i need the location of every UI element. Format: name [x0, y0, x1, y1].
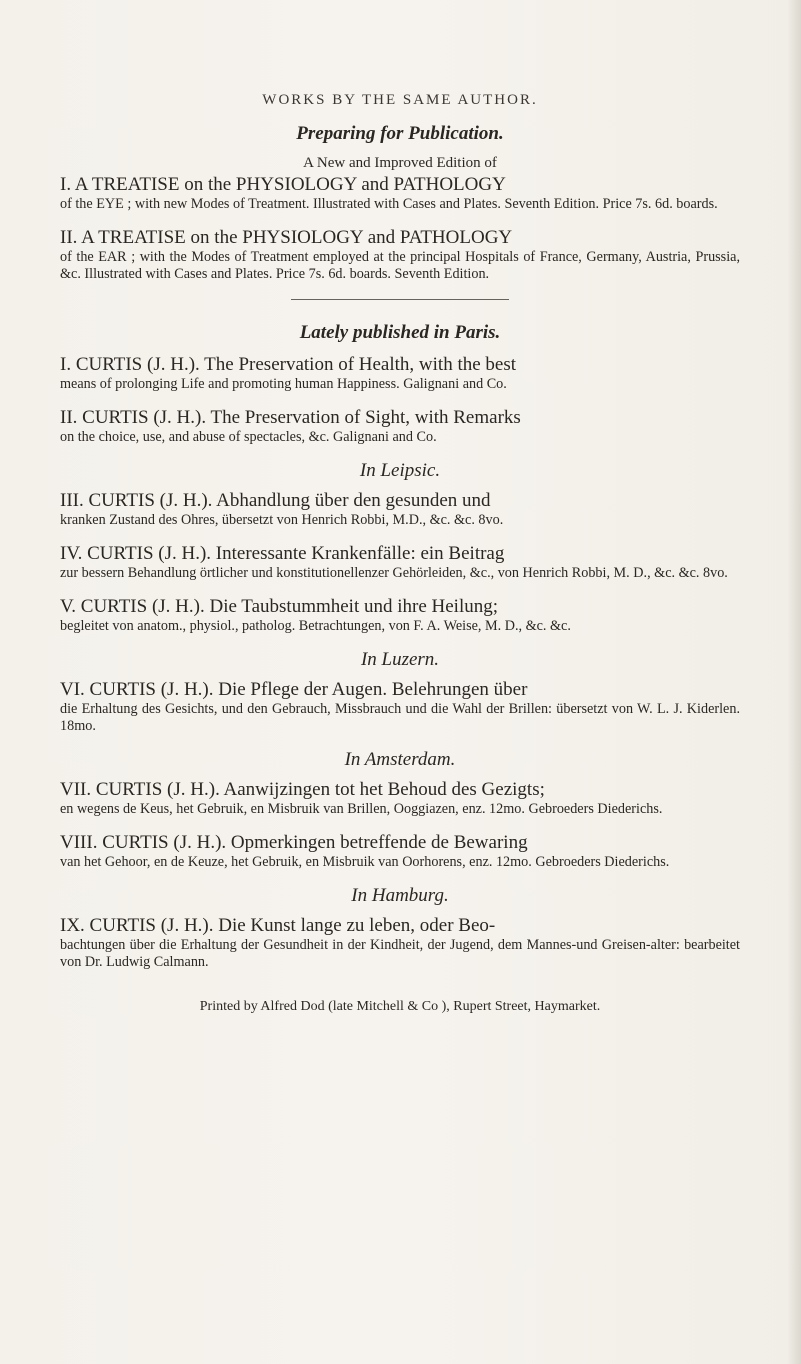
entry-i-eye: [60, 174, 740, 213]
entry-leipsic-iii: [60, 490, 740, 529]
entry-paris-i: [60, 354, 740, 393]
entry-lead: IV. CURTIS (J. H.). Interessante Krankenfälle: ein Beitrag: [60, 543, 505, 564]
page-edge-shadow: [787, 0, 801, 1364]
entry-paris-ii: [60, 407, 740, 446]
city-heading-leipsic: In Leipsic.: [359, 460, 441, 481]
intro-line: A New and Improved Edition of: [303, 155, 497, 171]
entry-lead: II. CURTIS (J. H.). The Preservation of Sight, with Remarks: [60, 407, 521, 428]
entry-text: of the EYE ; with new Modes of Treatment. Illustrated with Cases and Plates. Seventh Edition. Price 7s. 6d. boards.: [60, 196, 718, 212]
entry-text: die Erhaltung des Gesichts, und den Gebrauch, Missbrauch und die Wahl der Brillen: übersetzt von W. L. J. Kiderlen. 18mo.: [60, 701, 740, 734]
entry-leipsic-iv: [60, 543, 740, 582]
city-heading-hamburg: In Hamburg.: [351, 885, 449, 906]
running-head: WORKS BY THE SAME AUTHOR.: [262, 92, 538, 108]
entry-lead: I. A TREATISE on the PHYSIOLOGY and PATHOLOGY: [60, 174, 506, 195]
entry-amsterdam-vii: [60, 779, 740, 818]
entry-luzern-vi: [60, 679, 740, 735]
entry-lead: VI. CURTIS (J. H.). Die Pflege der Augen. Belehrungen über: [60, 679, 528, 700]
entry-lead: VIII. CURTIS (J. H.). Opmerkingen betreffende de Bewaring: [60, 832, 528, 853]
entry-text: en wegens de Keus, het Gebruik, en Misbruik van Brillen, Ooggiazen, enz. 12mo. Gebroeders Diederichs.: [60, 801, 663, 817]
entry-text: means of prolonging Life and promoting human Happiness. Galignani and Co.: [60, 376, 507, 392]
entry-lead: I. CURTIS (J. H.). The Preservation of Health, with the best: [60, 354, 517, 375]
entry-amsterdam-viii: [60, 832, 740, 871]
entry-lead: III. CURTIS (J. H.). Abhandlung über den gesunden und: [60, 490, 491, 511]
city-heading-amsterdam: In Amsterdam.: [344, 749, 456, 770]
entry-text: begleitet von anatom., physiol., patholog. Betrachtungen, von F. A. Weise, M. D., &c. &c.: [60, 618, 571, 634]
city-heading-luzern: In Luzern.: [360, 649, 440, 670]
content: [60, 92, 740, 1015]
entry-leipsic-v: [60, 596, 740, 635]
divider-rule: [291, 299, 509, 300]
section-heading-lately: Lately published in Paris.: [299, 322, 501, 343]
entry-ii-ear: [60, 227, 740, 283]
section-heading-preparing: Preparing for Publication.: [296, 123, 504, 144]
entry-text: on the choice, use, and abuse of spectacles, &c. Galignani and Co.: [60, 429, 437, 445]
entry-text: bachtungen über die Erhaltung der Gesundheit in der Kindheit, der Jugend, dem Mannes-und Greisen-alter: bearbeitet von Dr. Ludwig Calmann.: [60, 937, 740, 970]
entry-text: kranken Zustand des Ohres, übersetzt von Henrich Robbi, M.D., &c. &c. 8vo.: [60, 512, 504, 528]
entry-lead: IX. CURTIS (J. H.). Die Kunst lange zu leben, oder Beo-: [60, 915, 496, 936]
entry-lead: V. CURTIS (J. H.). Die Taubstummheit und ihre Heilung;: [60, 596, 499, 617]
entry-text: van het Gehoor, en de Keuze, het Gebruik, en Misbruik van Oorhorens, enz. 12mo. Gebroeders Diederichs.: [60, 854, 670, 870]
entry-hamburg-ix: [60, 915, 740, 971]
entry-lead: VII. CURTIS (J. H.). Aanwijzingen tot het Behoud des Gezigts;: [60, 779, 545, 800]
entry-lead: II. A TREATISE on the PHYSIOLOGY and PATHOLOGY: [60, 227, 513, 248]
entry-text: zur bessern Behandlung örtlicher und konstitutionellenzer Gehörleiden, &c., von Henrich Robbi, M. D., &c. &c. 8vo.: [60, 565, 728, 581]
entry-text: of the EAR ; with the Modes of Treatment employed at the principal Hospitals of France, Germany, Austria, Prussia, &c. Illustrated with Cases and Plates. Price 7s. 6d. boards. Seventh Edition.: [60, 249, 740, 282]
printer-imprint: Printed by Alfred Dod (late Mitchell & Co ), Rupert Street, Haymarket.: [199, 999, 601, 1014]
